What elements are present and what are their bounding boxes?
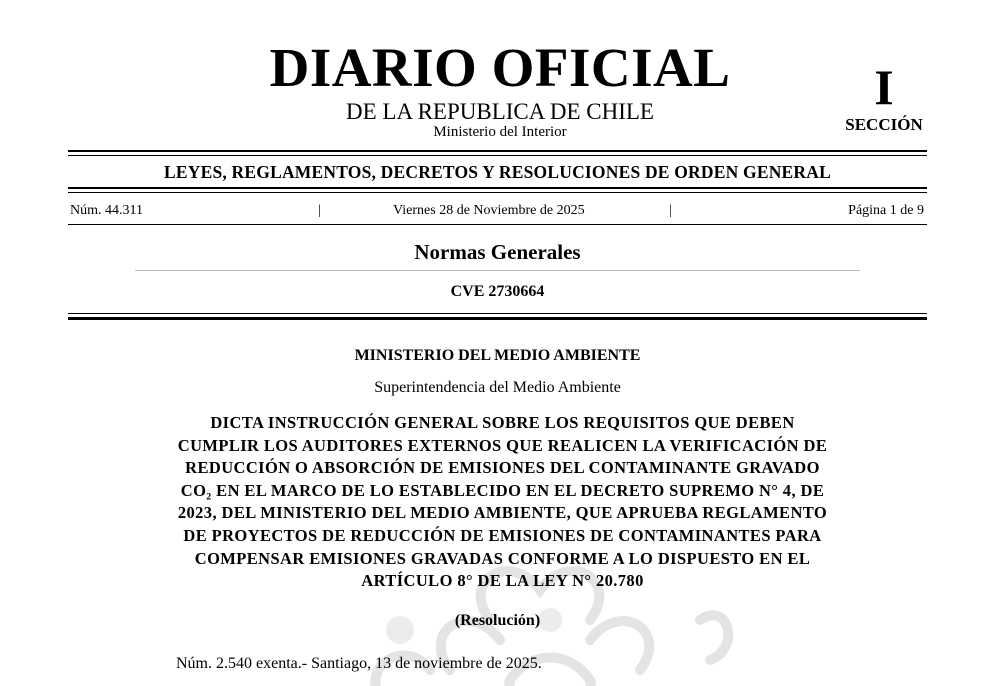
- publishing-ministry: Ministerio del Interior: [433, 124, 567, 140]
- resolution-number-line: Núm. 2.540 exenta.- Santiago, 13 de noviembre de 2025.: [176, 655, 542, 672]
- document-type-label: (Resolución): [454, 612, 541, 629]
- issuing-agency: Superintendencia del Medio Ambiente: [374, 379, 621, 396]
- resolution-title: [140, 412, 865, 593]
- cve-code: CVE 2730664: [450, 283, 545, 300]
- issue-number: Núm. 44.311: [70, 203, 143, 218]
- section-heading: Normas Generales: [414, 240, 581, 264]
- page-indicator: Página 1 de 9: [848, 203, 924, 218]
- resolution-title-line: CO₂ EN EL MARCO DE LO ESTABLECIDO EN EL DECRETO SUPREMO N° 4, DE: [180, 480, 825, 500]
- resolution-title-line: DE PROYECTOS DE REDUCCIÓN DE EMISIONES DE CONTAMINANTES PARA: [183, 525, 822, 545]
- gazette-subtitle: DE LA REPUBLICA DE CHILE: [346, 99, 654, 124]
- meta-separator: |: [669, 203, 672, 218]
- issuing-ministry: MINISTERIO DEL MEDIO AMBIENTE: [354, 347, 641, 364]
- resolution-title-line: CUMPLIR LOS AUDITORES EXTERNOS QUE REALICEN LA VERIFICACIÓN DE: [177, 435, 828, 455]
- meta-rule: [68, 224, 927, 225]
- cve-rule-thick: [68, 317, 927, 320]
- header-rule-thin: [68, 155, 927, 156]
- resolution-title-line: ARTÍCULO 8° DE LA LEY N° 20.780: [361, 571, 644, 591]
- header-rule-thick: [68, 150, 927, 152]
- cve-rule-thin: [68, 313, 927, 314]
- section-label: SECCIÓN: [845, 115, 923, 134]
- section-divider: [135, 270, 860, 271]
- resolution-title-line: 2023, DEL MINISTERIO DEL MEDIO AMBIENTE, QUE APRUEBA REGLAMENTO: [177, 503, 828, 523]
- issue-date: Viernes 28 de Noviembre de 2025: [393, 203, 585, 218]
- meta-separator: |: [318, 203, 321, 218]
- resolution-title-line: DICTA INSTRUCCIÓN GENERAL SOBRE LOS REQUISITOS QUE DEBEN: [210, 413, 795, 432]
- section-band: LEYES, REGLAMENTOS, DECRETOS Y RESOLUCIONES DE ORDEN GENERAL: [164, 162, 831, 182]
- section-number: I: [874, 59, 894, 115]
- resolution-title-line: REDUCCIÓN O ABSORCIÓN DE EMISIONES DEL CONTAMINANTE GRAVADO: [185, 458, 820, 478]
- gazette-title: DIARIO OFICIAL: [269, 37, 731, 98]
- band-rule-thick: [68, 187, 927, 189]
- resolution-title-line: COMPENSAR EMISIONES GRAVADAS CONFORME A LO DISPUESTO EN EL: [194, 548, 811, 568]
- band-rule-thin: [68, 192, 927, 193]
